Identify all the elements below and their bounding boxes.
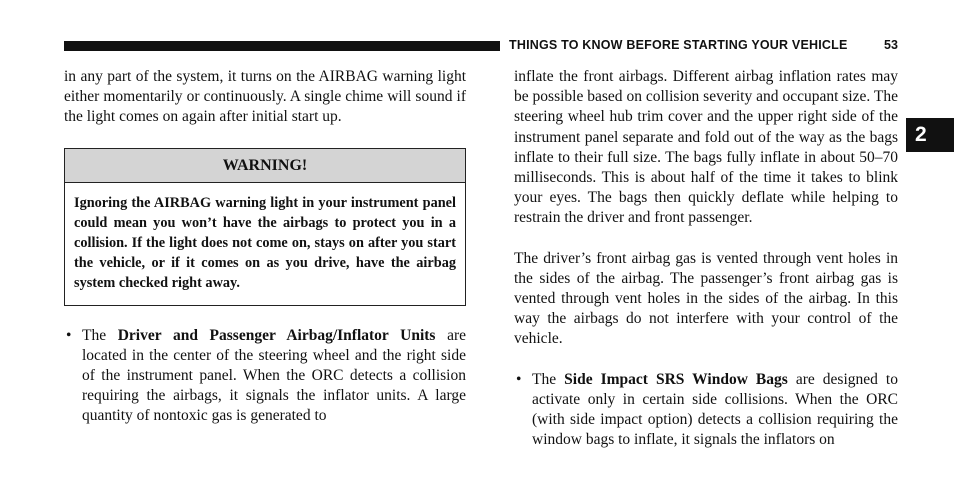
warning-box [64,148,466,306]
venting-paragraph: The driver’s front airbag gas is vented through vent holes in the sides of the airbag. The passenger’s front airbag gas is vented through vent holes in the sides of the airbag. In this way the airbags do not interfere with your control of the vehicle. [514,249,898,348]
bullet-lead: The [532,370,565,388]
bullet-rest: are designed to activate only in certain side collisions. When the ORC (with side impact option) detects a collision requiring the window bags to inflate, it signals the inflators on [532,370,898,449]
bullet-text [82,326,466,427]
running-header-title: THINGS TO KNOW BEFORE STARTING YOUR VEHICLE [509,38,848,52]
warning-title: WARNING! [65,149,465,183]
bullet-bold-term: Side Impact SRS Window Bags [564,370,788,388]
intro-paragraph: in any part of the system, it turns on the AIRBAG warning light either momentarily or continuously. A single chime will sound if the light comes on again after initial start up. [64,68,466,126]
left-column [64,67,466,427]
bullet-lead: The [82,326,118,344]
page-number: 53 [884,38,898,52]
right-column [514,67,898,450]
inflation-paragraph: inflate the front airbags. Different airbag inflation rates may be possible based on collision severity and occupant size. The steering wheel hub trim cover and the upper right side of the instrument panel separate and fold out of the way as the bags inflate to their full size. The bags fully inflate in about 50–70 milliseconds. This is about half of the time it takes to blink your eyes. The bags then quickly deflate while helping to restrain the driver and front passenger. [514,68,898,227]
bullet-item-window-bags [514,370,898,451]
warning-text: Ignoring the AIRBAG warning light in your instrument panel could mean you won’t have the airbags to protect you in a collision. If the light does not come on, stays on after you start the vehicle, or if it comes on as you drive, have the airbag system checked right away. [74,194,456,292]
bullet-rest: are located in the center of the steering wheel and the right side of the instrument panel. When the ORC detects a collision requiring the airbags, it signals the inflator units. A large quantity of nontoxic gas is generated to [82,326,466,425]
bullet-icon: • [516,370,522,388]
chapter-tab: 2 [906,118,954,152]
bullet-icon: • [66,326,72,344]
bullet-bold-term: Driver and Passenger Airbag/Inflator Units [117,326,436,344]
bullet-text [532,370,898,451]
header-rule [64,41,500,51]
bullet-item-airbag-units [64,326,466,427]
